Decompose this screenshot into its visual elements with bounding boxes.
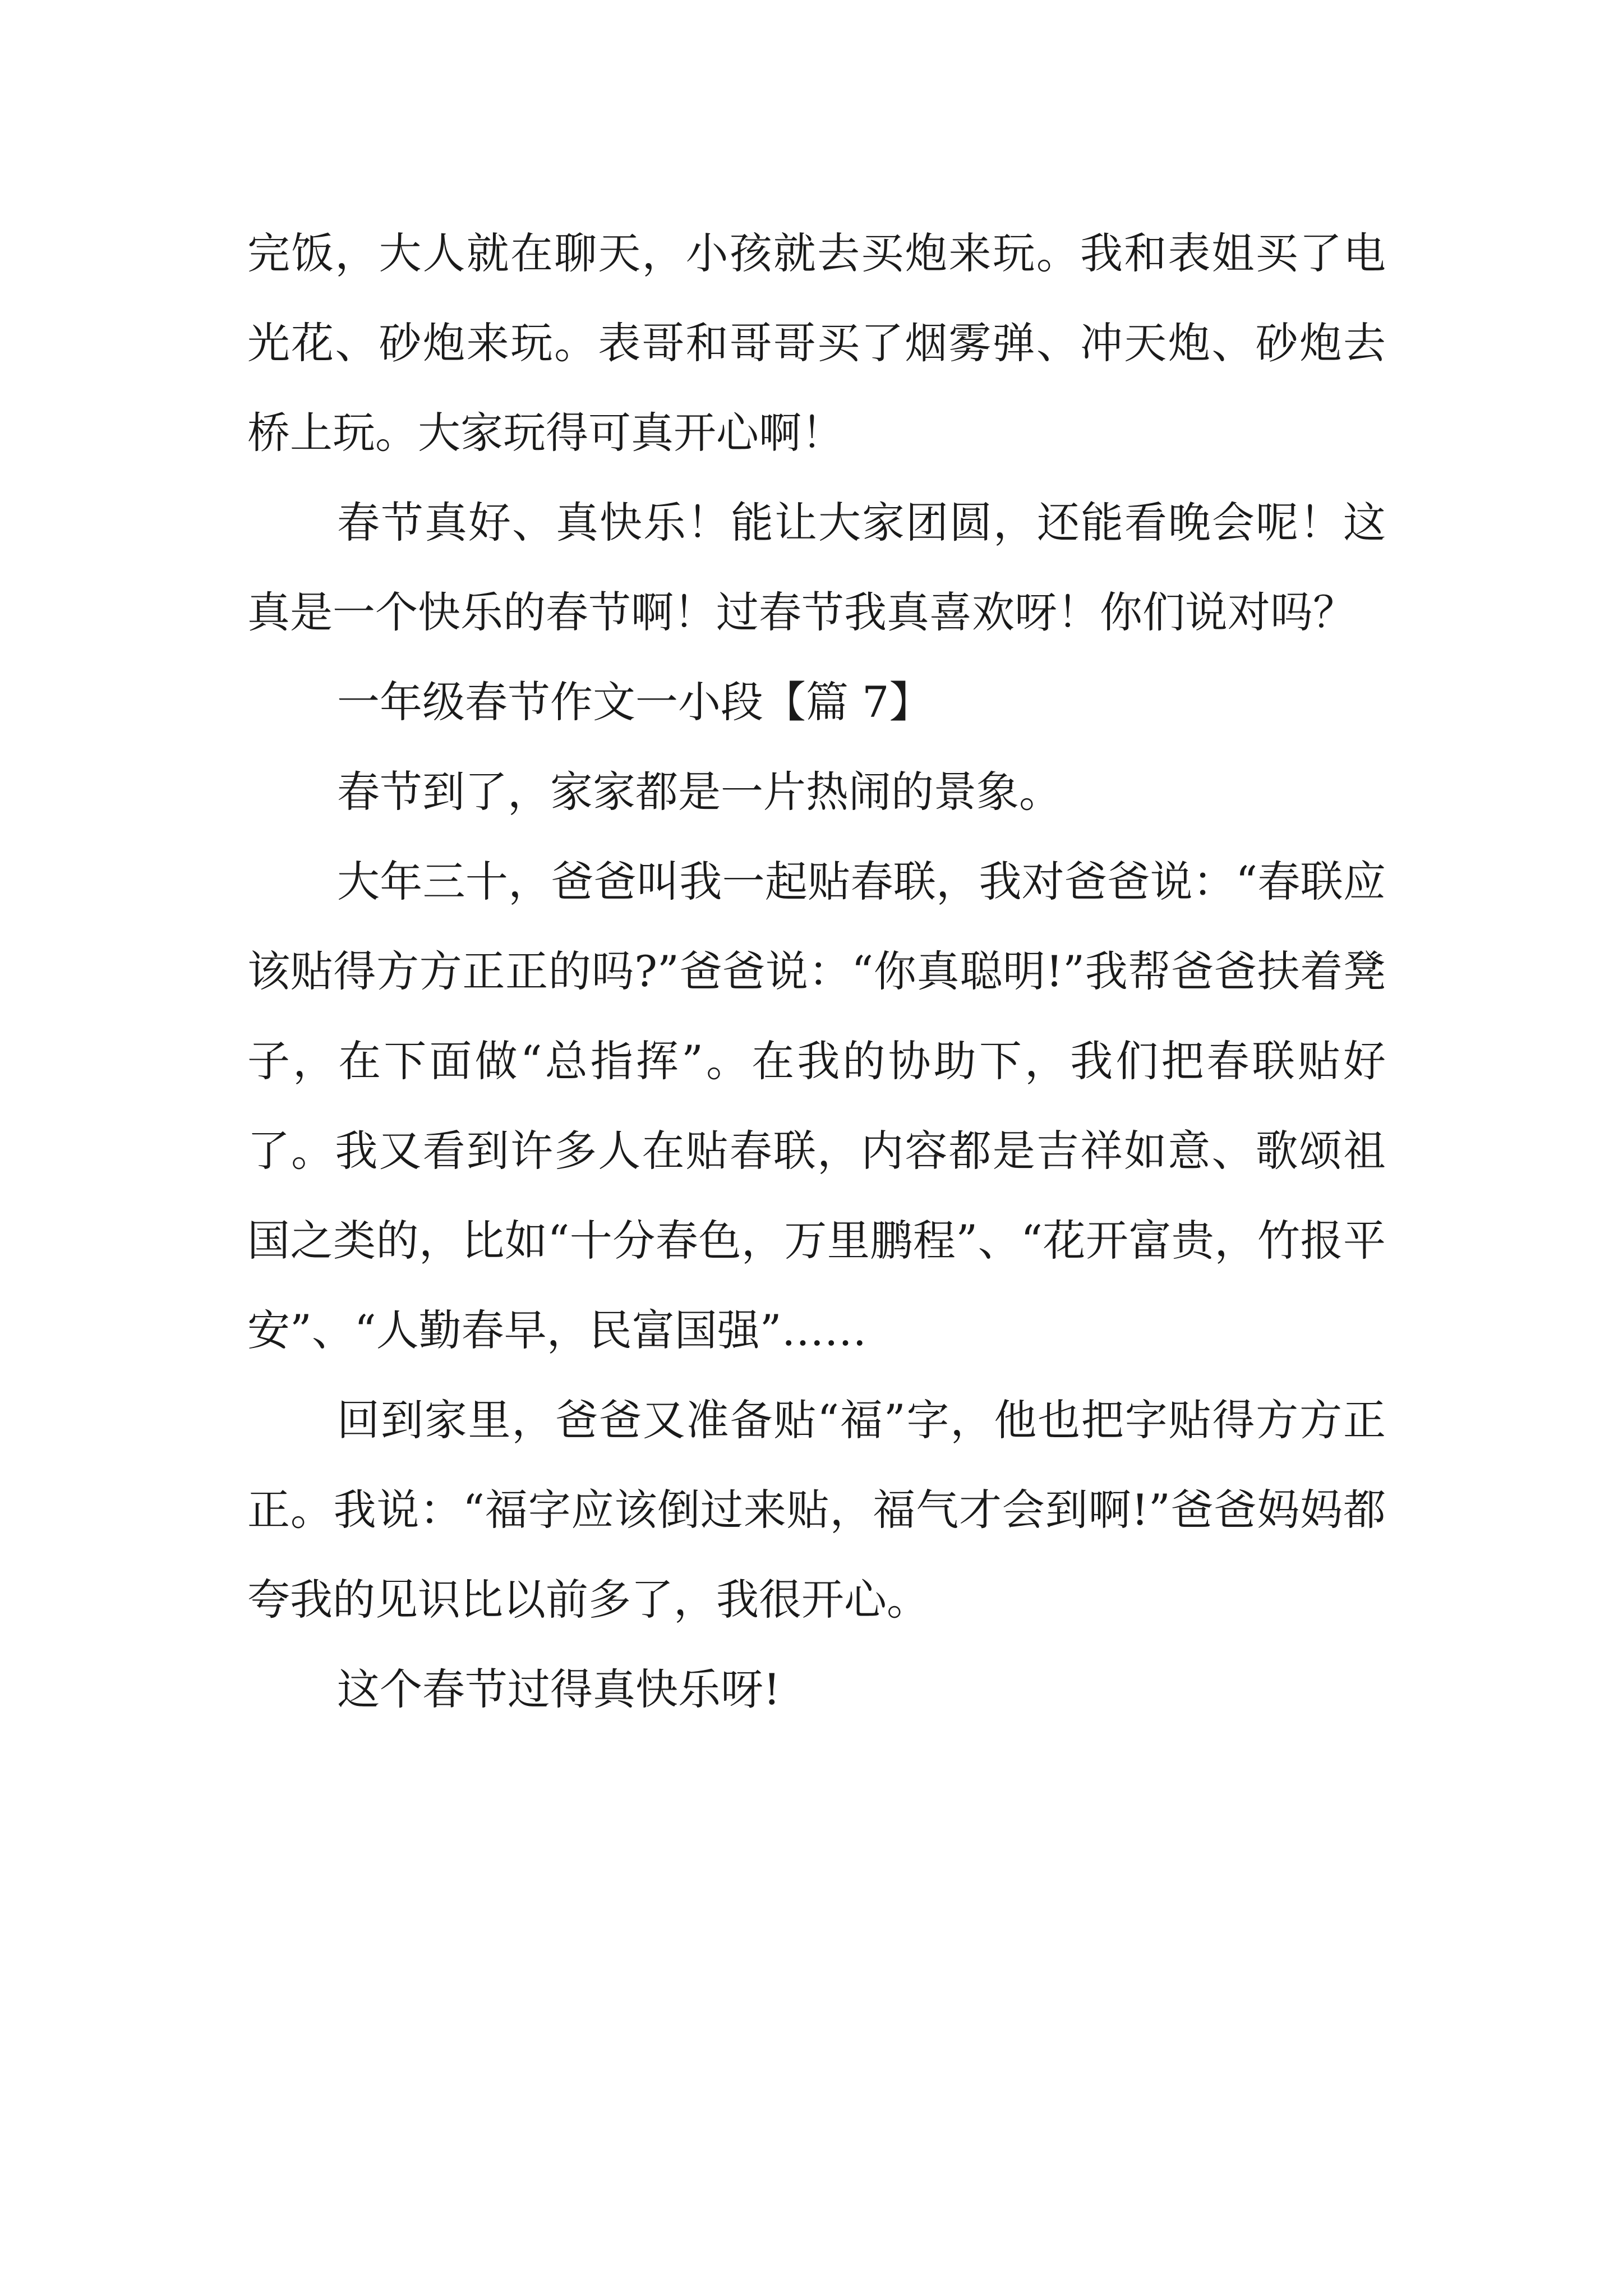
paragraph-intro: 春节到了，家家都是一片热闹的景象。 [337,767,1062,817]
paragraph-continued: 完饭，大人就在聊天，小孩就去买炮来玩。我和表姐买了电光花、砂炮来玩。表哥和哥哥买了烟雾弹、冲天炮、砂炮去桥上玩。大家玩得可真开心啊！ [247,228,1386,458]
section-heading: 一年级春节作文一小段【篇 7】 [337,677,932,727]
paragraph-fu-character: 回到家里，爸爸又准备贴“福”字，他也把字贴得方方正正。我说：“福字应该倒过来贴，福气才会到啊!”爸爸妈妈都夸我的见识比以前多了，我很开心。 [247,1395,1386,1625]
paragraph-spring-festival-joy: 春节真好、真快乐！能让大家团圆，还能看晚会呢！这真是一个快乐的春节啊！过春节我真喜欢呀！你们说对吗？ [247,498,1386,637]
paragraph-closing: 这个春节过得真快乐呀! [337,1664,781,1714]
paragraph-couplets: 大年三十，爸爸叫我一起贴春联，我对爸爸说：“春联应该贴得方方正正的吗?”爸爸说：“你真聪明!”我帮爸爸扶着凳子，在下面做“总指挥”。在我的协助下，我们把春联贴好了。我又看到许多人在贴春联，内容都是吉祥如意、歌颂祖国之类的，比如“十分春色，万里鹏程”、“花开富贵，竹报平安”、“人勤春早，民富国强”…… [247,857,1386,1355]
document-body [247,209,1386,1734]
